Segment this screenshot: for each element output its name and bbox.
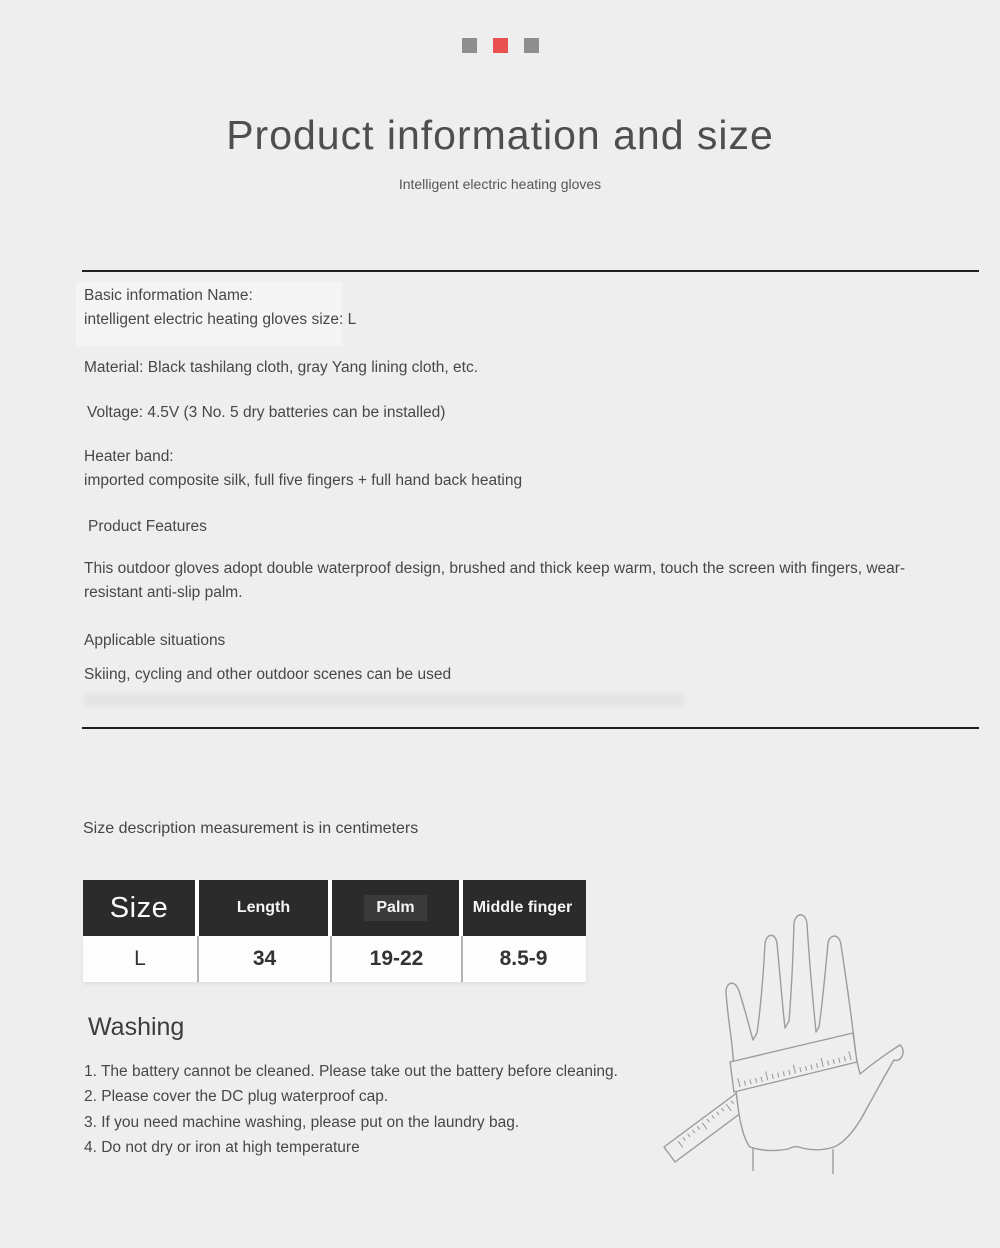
- table-cell-size: L: [83, 936, 199, 982]
- washing-item: 2. Please cover the DC plug waterproof cap.: [84, 1088, 389, 1106]
- gray-square-icon: [462, 38, 477, 53]
- material-line: Material: Black tashilang cloth, gray Yang lining cloth, etc.: [84, 359, 479, 376]
- washing-item: 4. Do not dry or iron at high temperature: [84, 1139, 360, 1157]
- washing-item: 1. The battery cannot be cleaned. Please take out the battery before cleaning.: [84, 1063, 618, 1080]
- basic-info: [84, 284, 356, 331]
- product-features-heading: Product Features: [88, 518, 207, 535]
- size-note: Size description measurement is in centimeters: [83, 820, 419, 837]
- washing-heading: Washing: [88, 1013, 185, 1041]
- size-table-header-row: [83, 880, 586, 936]
- washing-item: 3. If you need machine washing, please put on the laundry bag.: [84, 1113, 520, 1131]
- hand-outline: [726, 915, 903, 1151]
- voltage-line: Voltage: 4.5V (3 No. 5 dry batteries can be installed): [87, 404, 446, 421]
- table-row: [83, 936, 586, 982]
- page-subtitle: Intelligent electric heating gloves: [398, 176, 602, 192]
- ruler: [664, 1092, 749, 1162]
- washing-list: [84, 1059, 618, 1161]
- table-header-length: Length: [199, 880, 332, 936]
- gray-square-icon: [524, 38, 539, 53]
- basic-info-name-value: intelligent electric heating gloves size: L: [84, 310, 357, 328]
- table-cell-length: 34: [199, 936, 332, 982]
- ghost-text-smudge: [84, 694, 684, 706]
- red-square-icon: [493, 38, 508, 53]
- heater-band-label: Heater band:: [84, 448, 174, 465]
- page-title: Product information and size: [226, 112, 774, 158]
- heater-band-value: imported composite silk, full five fingers + full hand back heating: [84, 471, 523, 489]
- heater-band: [84, 445, 522, 492]
- applicable-situations-text: Skiing, cycling and other outdoor scenes can be used: [84, 666, 452, 683]
- table-header-palm: Palm: [332, 880, 463, 936]
- product-features-description: This outdoor gloves adopt double waterproof design, brushed and thick keep warm, touch the screen with fingers, wear-resistant anti-slip palm.: [84, 560, 906, 601]
- hand-measuring-illustration: [650, 900, 1000, 1248]
- divider-bottom: [82, 727, 979, 729]
- size-table: [83, 880, 586, 982]
- table-header-middle-finger: Middle finger: [472, 899, 573, 916]
- basic-info-name-label: Basic information Name:: [84, 287, 253, 304]
- decor-squares: [0, 38, 1000, 53]
- applicable-situations-heading: Applicable situations: [84, 632, 226, 649]
- table-cell-palm: 19-22: [332, 936, 463, 982]
- divider-top: [82, 270, 979, 272]
- table-header-size: Size: [83, 880, 199, 936]
- table-cell-middle-finger: 8.5-9: [499, 947, 548, 970]
